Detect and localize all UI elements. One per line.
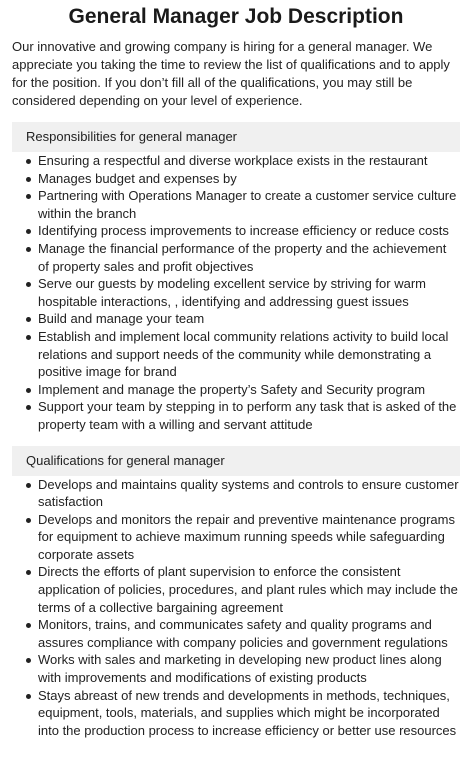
qualifications-heading: Qualifications for general manager — [12, 446, 460, 476]
list-item: Monitors, trains, and communicates safety and quality programs and assures compliance with company policies and government regulations — [12, 616, 460, 651]
list-item: Works with sales and marketing in developing new product lines along with improvements and modifications of existing products — [12, 651, 460, 686]
list-item: Stays abreast of new trends and developments in methods, techniques, equipment, tools, materials, and supplies which might be incorporated into the production process to increase efficiency or better use resources — [12, 687, 460, 740]
list-item: Build and manage your team — [12, 310, 460, 328]
page-title: General Manager Job Description — [68, 5, 404, 28]
qualifications-list — [12, 476, 460, 740]
list-item: Establish and implement local community relations activity to build local relations and support needs of the community while demonstrating a positive image for brand — [12, 328, 460, 381]
responsibilities-heading: Responsibilities for general manager — [12, 122, 460, 152]
list-item: Support your team by stepping in to perform any task that is asked of the property team with a willing and servant attitude — [12, 398, 460, 433]
list-item: Implement and manage the property’s Safety and Security program — [12, 381, 460, 399]
intro-paragraph: Our innovative and growing company is hiring for a general manager. We appreciate you taking the time to review the list of qualifications and to apply for the position. If you don’t fill all of the qualifications, you may still be considered depending on your level of experience. — [12, 39, 450, 108]
list-item: Manage the financial performance of the property and the achievement of property sales and profit objectives — [12, 240, 460, 275]
list-item: Manages budget and expenses by — [12, 170, 460, 188]
list-item: Develops and maintains quality systems and controls to ensure customer satisfaction — [12, 476, 460, 511]
list-item: Identifying process improvements to increase efficiency or reduce costs — [12, 222, 460, 240]
responsibilities-list — [12, 152, 460, 434]
list-item: Directs the efforts of plant supervision to enforce the consistent application of policies, procedures, and plant rules which may include the terms of a collective bargaining agreement — [12, 563, 460, 616]
list-item: Serve our guests by modeling excellent service by striving for warm hospitable interactions, , identifying and addressing guest issues — [12, 275, 460, 310]
list-item: Develops and monitors the repair and preventive maintenance programs for equipment to achieve maximum running speeds while safeguarding corporate assets — [12, 511, 460, 564]
list-item: Partnering with Operations Manager to create a customer service culture within the branch — [12, 187, 460, 222]
list-item: Ensuring a respectful and diverse workplace exists in the restaurant — [12, 152, 460, 170]
